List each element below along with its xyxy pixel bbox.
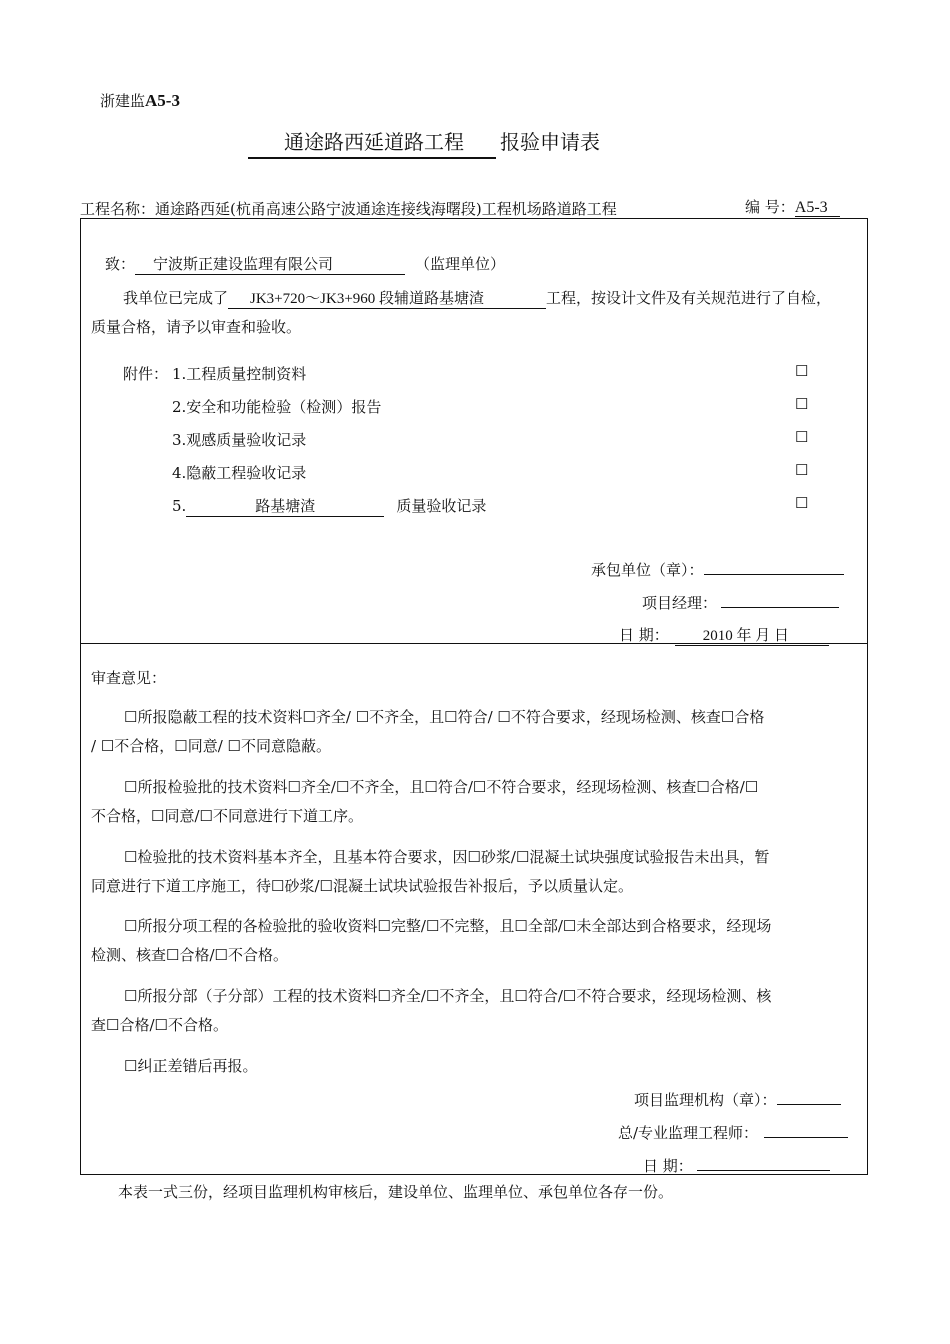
review-p1-line1: ☐所报隐蔽工程的技术资料☐齐全/ ☐不齐全，且☐符合/ ☐不符合要求，经现场检测、核查☐合格 <box>124 708 765 726</box>
footer-note: 本表一式三份，经项目监理机构审核后，建设单位、监理单位、承包单位各存一份。 <box>118 1183 674 1201</box>
attachments-label: 附件： <box>123 365 169 383</box>
attachment-5-prefix: 5. <box>172 497 187 515</box>
attachment-5-suffix: 质量验收记录 <box>396 497 487 515</box>
review-p4-line2: 检测、核查☐合格/☐不合格。 <box>91 946 288 964</box>
application-form <box>80 218 868 1175</box>
title-project: 通途路西延道路工程 <box>248 126 496 159</box>
body-line-2-text: 质量合格，请予以审查和验收。 <box>91 318 302 336</box>
review-p5-line2: 查☐合格/☐不合格。 <box>91 1016 228 1034</box>
to-suffix: （监理单位） <box>415 255 506 273</box>
to-value-field[interactable] <box>135 253 405 275</box>
supervision-org-row <box>634 1089 841 1110</box>
attachment-5-checkbox[interactable]: ☐ <box>795 494 809 512</box>
project-name: 通途路西延(杭甬高速公路宁波通途连接线海曙段)工程机场路道路工程 <box>155 200 617 218</box>
contractor-signature-field[interactable] <box>704 560 844 575</box>
review-p4-line1: ☐所报分项工程的各检验批的验收资料☐完整/☐不完整，且☐全部/☐未全部达到合格要求，经现场 <box>124 917 772 935</box>
form-code <box>100 90 180 111</box>
page-title <box>248 126 600 159</box>
review-p1-line2: / ☐不合格，☐同意/ ☐不同意隐蔽。 <box>91 737 331 755</box>
application-date-value: 2010 年 月 日 <box>702 628 790 644</box>
application-date-label: 日 期： <box>619 626 669 644</box>
serial-value: A5-3 <box>795 199 840 217</box>
body-suffix: 工程，按设计文件及有关规范进行了自检， <box>546 289 832 307</box>
title-rest: 报验申请表 <box>500 130 600 154</box>
review-p5-line1: ☐所报分部（子分部）工程的技术资料☐齐全/☐不齐全，且☐符合/☐不符合要求，经现场检测、核 <box>124 987 772 1005</box>
serial-label: 编 号： <box>745 198 795 216</box>
serial-row <box>745 196 840 217</box>
attachment-5 <box>172 495 486 517</box>
form-prefix: 浙建监 <box>100 92 146 110</box>
review-date-label: 日 期： <box>643 1157 693 1175</box>
manager-label: 项目经理： <box>642 594 718 612</box>
work-item-field[interactable] <box>228 287 546 309</box>
body-prefix: 我单位已完成了 <box>123 289 229 307</box>
attachment-5-field[interactable] <box>186 495 384 517</box>
attachment-2: 2.安全和功能检验（检测）报告 <box>172 398 382 416</box>
form-code-value: A5-3 <box>145 91 180 110</box>
review-p3-line2: 同意进行下道工序施工，待☐砂浆/☐混凝土试块试验报告补报后，予以质量认定。 <box>91 877 633 895</box>
review-date-field[interactable] <box>697 1156 830 1171</box>
project-name-row <box>80 198 617 219</box>
engineer-label: 总/专业监理工程师： <box>618 1124 759 1142</box>
manager-row <box>642 592 839 613</box>
review-paragraph-6 <box>91 1052 851 1081</box>
supervision-org-label: 项目监理机构（章）： <box>634 1091 777 1109</box>
review-p2-line2: 不合格，☐同意/☐不同意进行下道工序。 <box>91 807 363 825</box>
manager-signature-field[interactable] <box>721 593 839 608</box>
review-heading: 审查意见： <box>91 669 167 687</box>
attachment-4-checkbox[interactable]: ☐ <box>795 461 809 479</box>
contractor-row <box>591 559 844 580</box>
supervision-org-signature-field[interactable] <box>777 1090 841 1105</box>
attachment-4: 4.隐蔽工程验收记录 <box>172 464 307 482</box>
review-date-row <box>643 1155 830 1176</box>
attachment-3: 3.观感质量验收记录 <box>172 431 307 449</box>
body-line-1 <box>123 287 831 309</box>
review-paragraph-3 <box>91 843 851 901</box>
project-label: 工程名称： <box>80 200 156 218</box>
review-paragraph-5 <box>91 982 851 1040</box>
attachment-3-checkbox[interactable]: ☐ <box>795 428 809 446</box>
review-p2-line1: ☐所报检验批的技术资料☐齐全/☐不齐全，且☐符合/☐不符合要求，经现场检测、核查☐合格/☐ <box>124 778 759 796</box>
to-label: 致： <box>105 255 136 273</box>
attachment-1: 1.工程质量控制资料 <box>172 365 307 383</box>
attachment-1-checkbox[interactable]: ☐ <box>795 362 809 380</box>
review-p3-line1: ☐检验批的技术资料基本齐全，且基本符合要求，因☐砂浆/☐混凝土试块强度试验报告未出具，暂 <box>124 848 770 866</box>
review-p6-line: ☐纠正差错后再报。 <box>124 1057 258 1075</box>
body-line-2 <box>91 316 301 337</box>
section-divider <box>81 643 867 644</box>
work-item: JK3+720～JK3+960 段辅道路基塘渣 <box>250 291 485 307</box>
attachment-2-checkbox[interactable]: ☐ <box>795 395 809 413</box>
to-value: 宁波斯正建设监理有限公司 <box>153 255 334 273</box>
review-paragraph-1 <box>91 703 851 761</box>
contractor-label: 承包单位（章）： <box>591 561 704 579</box>
engineer-row <box>618 1122 848 1143</box>
attachment-5-fill: 路基塘渣 <box>255 497 316 515</box>
recipient-row <box>105 253 505 275</box>
review-paragraph-2 <box>91 773 851 831</box>
review-paragraph-4 <box>91 912 851 970</box>
engineer-signature-field[interactable] <box>764 1123 848 1138</box>
